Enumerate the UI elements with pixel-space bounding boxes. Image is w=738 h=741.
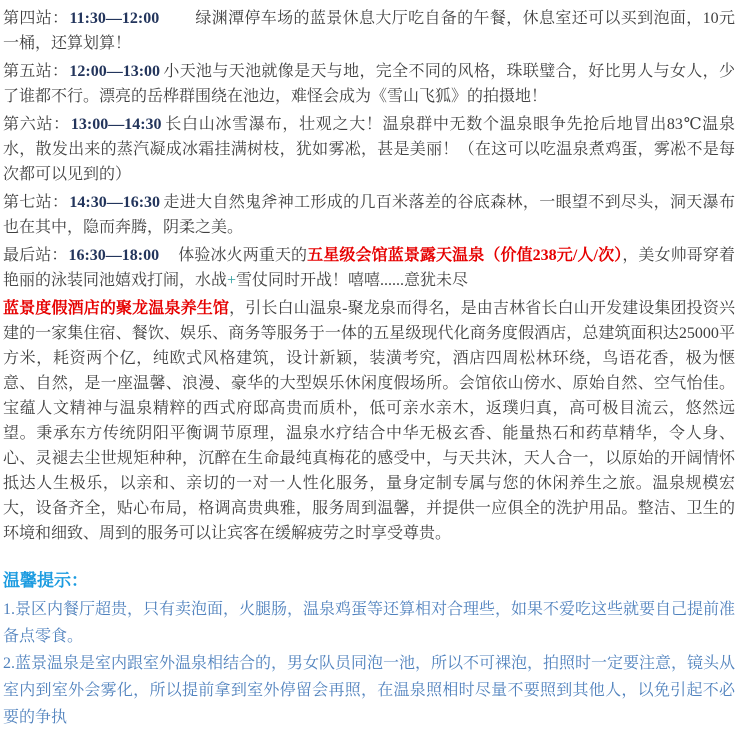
- station-7-label: 第七站：: [3, 194, 69, 211]
- station-4-paragraph: [3, 6, 735, 56]
- station-6-text: 长白山冰雪瀑布，壮观之大！温泉群中无数个温泉眼争先抢后地冒出83℃温泉水，散发出来的蒸汽凝成冰霜挂满树枝，犹如雾凇，甚是美丽！（在这可以吃温泉煮鸡蛋，雾凇不是每次都可以见到的）: [3, 116, 735, 183]
- station-4-time: 11:30—12:00: [69, 10, 160, 27]
- tip-item-2: 2.蓝景温泉是室内跟室外温泉相结合的，男女队员同泡一池，所以不可裸泡，拍照时一定要注意，镜头从室内到室外会雾化，所以提前拿到室外停留会再照，在温泉照相时尽量不要照到其他人，以免引起不必要的争执: [3, 655, 736, 726]
- station-last-time: 16:30—18:00: [68, 247, 160, 264]
- station-6-label: 第六站：: [3, 116, 70, 133]
- station-last-paragraph: [3, 243, 735, 293]
- station-4-text: 绿渊潭停车场的蓝景休息大厅吃自备的午餐，休息室还可以买到泡面，10元一桶，还算划算！: [3, 10, 735, 52]
- station-5-label: 第五站：: [3, 63, 69, 80]
- station-7-paragraph: [3, 190, 735, 240]
- station-4-label: 第四站：: [3, 10, 69, 27]
- tips-section: [3, 568, 735, 731]
- resort-description-paragraph: [3, 296, 735, 546]
- station-6-paragraph: [3, 112, 735, 187]
- station-6-time: 13:00—14:30: [70, 116, 162, 133]
- resort-body: ，引长白山温泉-聚龙泉而得名，是由吉林省长白山开发建设集团投资兴建的一家集住宿、餐饮、娱乐、商务等服务于一体的五星级现代化商务度假酒店，总建筑面积达25000平方米，耗资两个亿，纯欧式风格建筑，设计新颖，装潢考究，酒店四周松林环绕，鸟语花香，极为惬意、自然，是一座温馨、浪漫、豪华的大型娱乐休闲度假场所。会馆依山傍水、原始自然、空气怡佳。宝蕴人文精神与温泉精粹的西式府邸高贵而质朴，低可亲水亲木，返璞归真，高可极目流云，悠然远望。秉承东方传统阴阳平衡调节原理，温泉水疗结合中华无极玄香、能量热石和药草精华，令人身、心、灵褪去尘世规矩种种，沉醉在生命最纯真梅花的感受中，与天共沐，天人合一，以原始的开阔情怀抵达人生极乐，以亲和、亲切的一对一人性化服务，量身定制专属与您的休闲养生之旅。温泉规模宏大，设备齐全，贴心布局，格调高贵典雅，服务周到温馨，并提供一应俱全的洗护用品。整洁、卫生的环境和细致、周到的服务可以让宾客在缓解疲劳之时享受尊贵。: [3, 300, 735, 542]
- tips-header: 温馨提示：: [3, 571, 88, 590]
- plus-sign: +: [227, 272, 237, 289]
- station-last-label: 最后站：: [3, 247, 68, 264]
- station-7-time: 14:30—16:30: [69, 194, 161, 211]
- tip-item-1: 1.景区内餐厅超贵，只有卖泡面，火腿肠，温泉鸡蛋等还算相对合理些，如果不爱吃这些就要自己提前准备点零食。: [3, 601, 736, 645]
- station-5-time: 12:00—13:00: [69, 63, 161, 80]
- station-7-text: 走进大自然鬼斧神工形成的几百米落差的谷底森林，一眼望不到尽头，洞天瀑布也在其中，隐而奔腾，阴柔之美。: [3, 194, 735, 236]
- resort-title: 蓝景度假酒店的聚龙温泉养生馆: [3, 300, 230, 317]
- station-last-text-before: 体验冰火两重天的: [162, 247, 308, 264]
- station-5-paragraph: [3, 59, 735, 109]
- station-last-text-after: 雪仗同时开战！嘻嘻......意犹未尽: [236, 272, 469, 289]
- station-5-text: 小天池与天池就像是天与地，完全不同的风格，珠联璧合，好比男人与女人，少了谁都不行。漂亮的岳桦群围绕在池边，难怪会成为《雪山飞狐》的拍摄地！: [3, 63, 735, 105]
- station-last-text-mid: ，美女帅哥穿着艳丽的泳装同池嬉戏打闹，水战: [3, 247, 735, 289]
- hot-spring-highlight: 五星级会馆蓝景露天温泉（价值238元/人/次）: [307, 247, 623, 264]
